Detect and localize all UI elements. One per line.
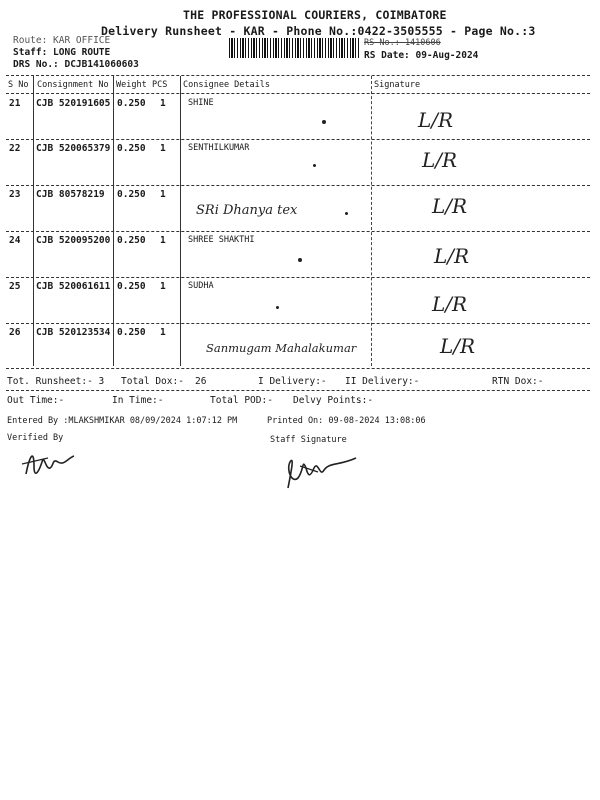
row-rule bbox=[6, 231, 590, 232]
row-sno: 21 bbox=[9, 98, 21, 109]
row-pcs: 1 bbox=[160, 189, 166, 200]
row-sno: 25 bbox=[9, 281, 21, 292]
row-rule bbox=[6, 139, 590, 140]
row-signature: L/R bbox=[418, 108, 454, 132]
row-weight: 0.250 bbox=[117, 281, 146, 292]
out-time: Out Time:- bbox=[7, 395, 65, 406]
row-rule bbox=[6, 185, 590, 186]
totals-rule bbox=[6, 390, 590, 391]
col-header-signature: Signature bbox=[374, 80, 421, 90]
i-delivery: I Delivery:- bbox=[258, 376, 327, 387]
total-pod: Total POD:- bbox=[210, 395, 273, 406]
drs-number: DRS No.: DCJB141060603 bbox=[13, 59, 139, 70]
company-name: THE PROFESSIONAL COURIERS, COIMBATORE bbox=[183, 8, 447, 22]
verified-by-label: Verified By bbox=[7, 433, 64, 443]
ink-mark bbox=[298, 258, 302, 262]
row-sno: 24 bbox=[9, 235, 21, 246]
table-bottom-rule bbox=[6, 368, 590, 369]
row-signature: L/R bbox=[432, 292, 468, 316]
row-consignee: SHINE bbox=[188, 98, 214, 108]
ink-mark bbox=[345, 212, 348, 215]
ii-delivery: II Delivery:- bbox=[345, 376, 420, 387]
row-sno: 26 bbox=[9, 327, 21, 338]
row-consignee-handwritten: Sanmugam Mahalakumar bbox=[206, 341, 357, 355]
col-header-sno: S No bbox=[8, 80, 29, 90]
header-bottom-rule bbox=[6, 93, 590, 94]
ink-mark bbox=[313, 164, 316, 167]
rtn-dox: RTN Dox:- bbox=[492, 376, 544, 387]
row-sno: 22 bbox=[9, 143, 21, 154]
total-runsheet: Tot. Runsheet:- 3 bbox=[7, 376, 105, 387]
row-consignee: SHREE SHAKTHI bbox=[188, 235, 255, 245]
ink-mark bbox=[322, 120, 326, 124]
col-header-consignee: Consignee Details bbox=[183, 80, 270, 90]
total-dox-value: 26 bbox=[195, 376, 207, 387]
in-time: In Time:- bbox=[112, 395, 164, 406]
row-consignment: CJB 520061611 bbox=[36, 281, 111, 292]
verified-by-signature bbox=[18, 444, 78, 484]
row-weight: 0.250 bbox=[117, 98, 146, 109]
row-sno: 23 bbox=[9, 189, 21, 200]
row-rule bbox=[6, 323, 590, 324]
total-dox-label: Total Dox:- bbox=[121, 376, 184, 387]
rs-number: RS No.: 1410606 bbox=[364, 38, 441, 48]
col-header-weight: Weight bbox=[116, 80, 147, 90]
row-weight: 0.250 bbox=[117, 189, 146, 200]
barcode bbox=[229, 38, 360, 58]
row-rule bbox=[6, 277, 590, 278]
ink-mark bbox=[276, 306, 279, 309]
route-label: Route: KAR OFFICE bbox=[13, 35, 111, 46]
row-signature: L/R bbox=[434, 244, 470, 268]
row-consignment: CJB 520191605 bbox=[36, 98, 111, 109]
staff-signature bbox=[278, 448, 368, 493]
table-top-rule bbox=[6, 75, 590, 76]
row-weight: 0.250 bbox=[117, 327, 146, 338]
row-pcs: 1 bbox=[160, 143, 166, 154]
row-signature: L/R bbox=[440, 334, 476, 358]
row-consignment: CJB 520123534 bbox=[36, 327, 111, 338]
row-consignment: CJB 80578219 bbox=[36, 189, 105, 200]
row-consignee-handwritten: SRi Dhanya tex bbox=[196, 203, 298, 218]
delvy-points: Delvy Points:- bbox=[293, 395, 374, 406]
row-signature: L/R bbox=[432, 194, 468, 218]
row-weight: 0.250 bbox=[117, 143, 146, 154]
rs-date: RS Date: 09-Aug-2024 bbox=[364, 50, 479, 61]
row-consignee: SUDHA bbox=[188, 281, 214, 291]
row-pcs: 1 bbox=[160, 235, 166, 246]
col-header-pcs: PCS bbox=[152, 80, 168, 90]
row-consignment: CJB 520095200 bbox=[36, 235, 111, 246]
row-consignee: SENTHILKUMAR bbox=[188, 143, 250, 153]
row-signature: L/R bbox=[422, 148, 458, 172]
staff-label: Staff: LONG ROUTE bbox=[13, 47, 111, 58]
col-header-consignment: Consignment No bbox=[37, 80, 109, 90]
row-pcs: 1 bbox=[160, 98, 166, 109]
row-weight: 0.250 bbox=[117, 235, 146, 246]
entered-by: Entered By :MLAKSHMIKAR 08/09/2024 1:07:12 PM bbox=[7, 416, 238, 426]
row-pcs: 1 bbox=[160, 327, 166, 338]
staff-signature-label: Staff Signature bbox=[270, 435, 347, 445]
row-pcs: 1 bbox=[160, 281, 166, 292]
row-consignment: CJB 520065379 bbox=[36, 143, 111, 154]
printed-on: Printed On: 09-08-2024 13:08:06 bbox=[267, 416, 426, 426]
runsheet-title: Delivery Runsheet - KAR - Phone No.:0422-3505555 - Page No.:3 bbox=[101, 24, 536, 38]
